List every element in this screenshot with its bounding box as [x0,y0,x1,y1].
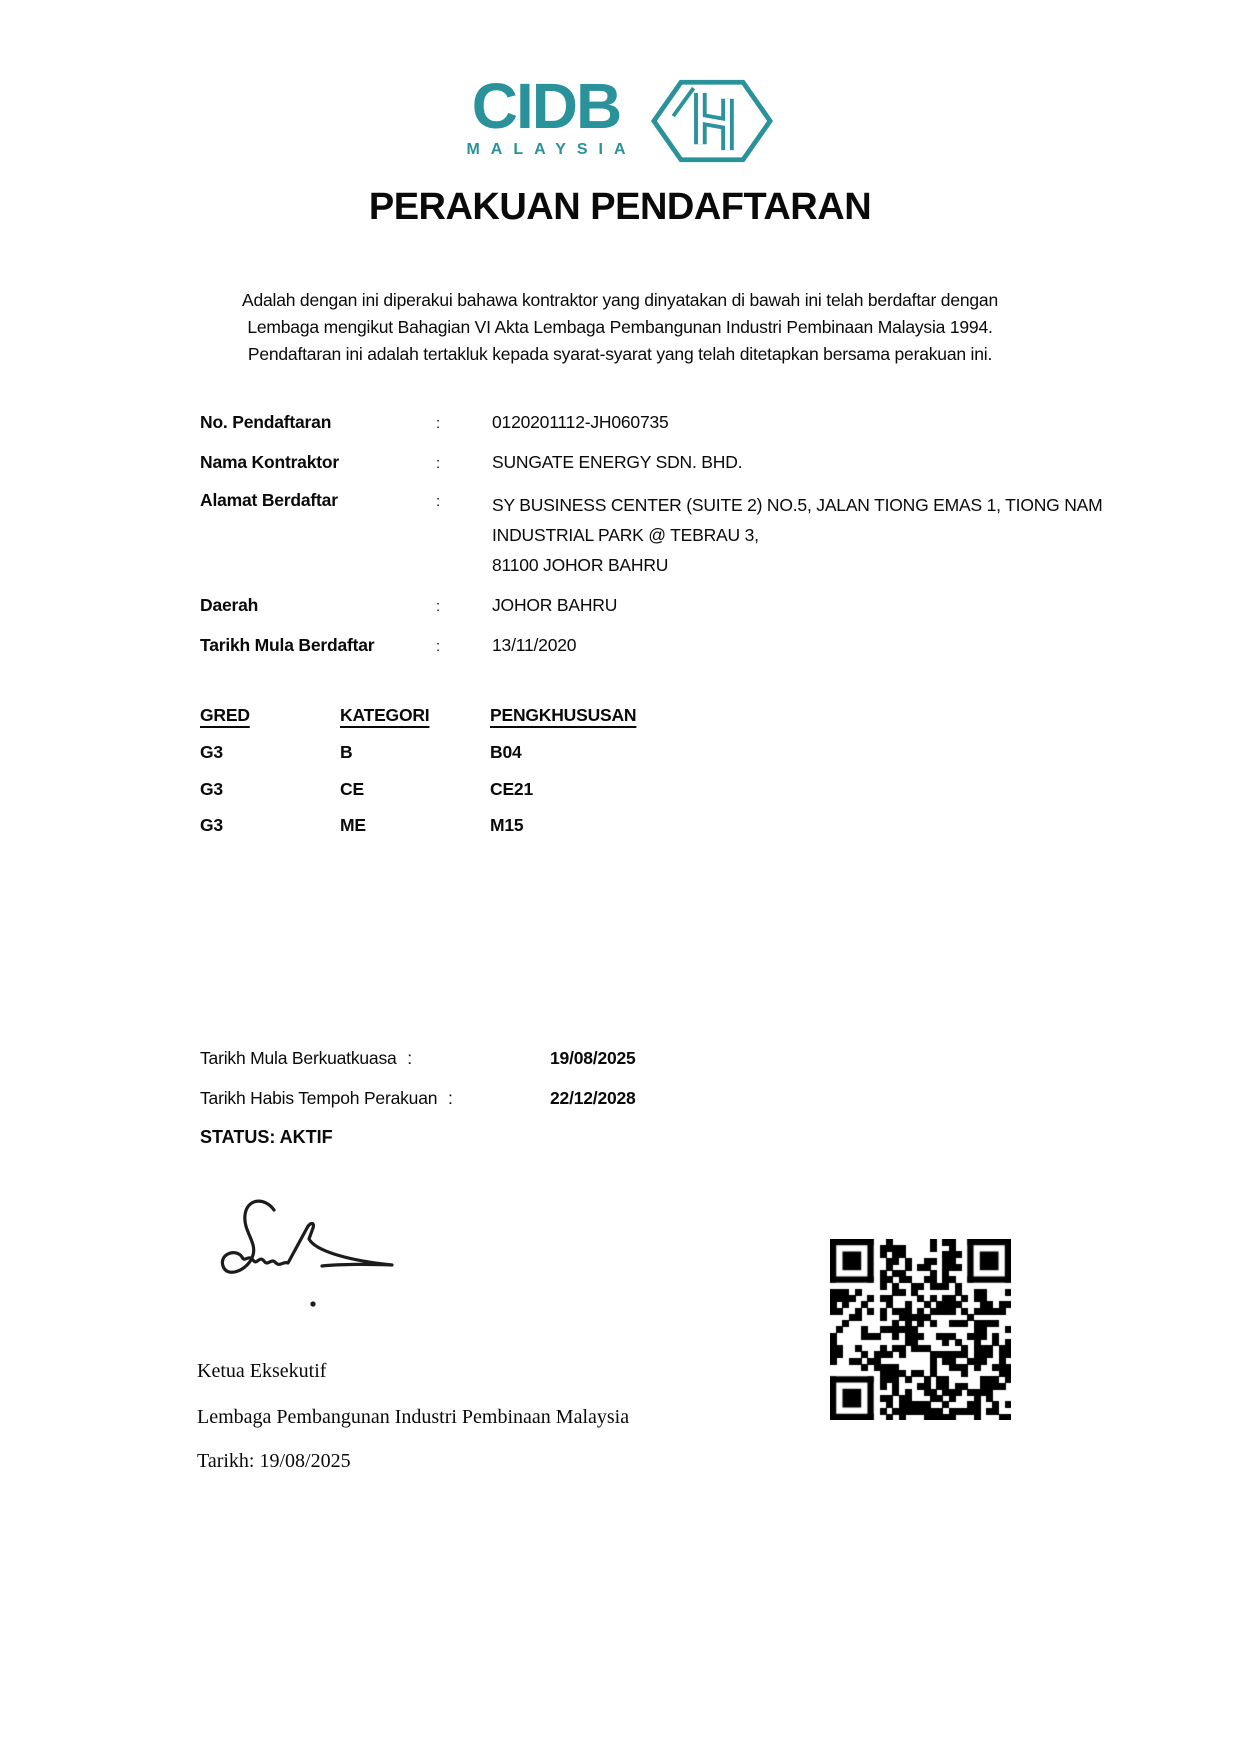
colon-separator: : [436,598,440,615]
detail-label: Nama Kontraktor [200,452,339,472]
column-header-kategori: KATEGORI [340,705,430,725]
signatory-organization: Lembaga Pembangunan Industri Pembinaan Malaysia [197,1406,630,1428]
address-line: INDUSTRIAL PARK @ TEBRAU 3, [492,525,759,545]
cidb-logo [0,70,1240,166]
colon-separator: : [436,455,440,472]
contractor-name-value: SUNGATE ENERGY SDN. BHD. [492,452,743,472]
gred-cell: G3 [200,742,223,762]
cidb-hexagon-h-logo-icon [650,76,774,166]
colon-separator: : [436,493,440,510]
colon-separator: : [436,415,440,432]
cidb-wordmark-malaysia: MALAYSIA [466,140,637,158]
registered-address-value [492,490,1200,580]
column-header-gred: GRED [200,705,250,725]
cidb-wordmark: CIDB [471,70,621,142]
colon-separator: : [436,638,440,655]
handwritten-signature-icon [212,1194,404,1317]
district-value: JOHOR BAHRU [492,595,618,615]
effective-date-value: 19/08/2025 [550,1048,636,1068]
signing-date: Tarikh: 19/08/2025 [197,1450,351,1472]
kategori-cell: ME [340,815,366,835]
colon-separator: : [447,1088,453,1108]
gred-cell: G3 [200,815,223,835]
colon-separator: : [407,1048,412,1068]
column-header-pengkhususan: PENGKHUSUSAN [490,705,637,725]
qr-code [830,1239,1011,1420]
registration-start-date-value: 13/11/2020 [492,635,577,655]
detail-row-contractor-name [200,452,1200,473]
kategori-cell: CE [340,779,364,799]
grades-table-header [200,705,1100,726]
intro-line: Pendaftaran ini adalah tertakluk kepada syarat-syarat yang telah ditetapkan bersama perakuan ini. [247,344,993,364]
status-badge: STATUS: AKTIF [200,1127,333,1147]
pengkhususan-cell: M15 [490,815,524,835]
page-title: PERAKUAN PENDAFTARAN [368,186,872,228]
address-line: 81100 JOHOR BAHRU [492,555,669,575]
kategori-cell: B [340,742,353,762]
address-line: SY BUSINESS CENTER (SUITE 2) NO.5, JALAN TIONG EMAS 1, TIONG NAM [492,495,1103,515]
pengkhususan-cell: B04 [490,742,522,762]
grades-table-row [200,779,1100,800]
intro-line: Adalah dengan ini diperakui bahawa kontraktor yang dinyatakan di bawah ini telah berdaftar dengan [241,290,998,310]
detail-label: Alamat Berdaftar [200,490,338,510]
detail-label: No. Pendaftaran [200,412,332,432]
detail-label: Daerah [200,595,259,615]
intro-paragraph [0,287,1240,368]
detail-row-registration-no [200,412,1200,433]
pengkhususan-cell: CE21 [490,779,533,799]
detail-row-registered-address [200,490,1200,580]
detail-row-district [200,595,1200,616]
detail-label: Tarikh Mula Berdaftar [200,635,375,655]
expiry-date-value: 22/12/2028 [550,1088,636,1108]
gred-cell: G3 [200,779,223,799]
effective-date-label: Tarikh Mula Berkuatkuasa [200,1048,397,1068]
detail-row-registration-start-date [200,635,1200,656]
signatory-role: Ketua Eksekutif [197,1360,327,1382]
expiry-date-row [200,1088,900,1109]
intro-line: Lembaga mengikut Bahagian VI Akta Lembaga Pembangunan Industri Pembinaan Malaysia 1994. [247,317,993,337]
expiry-date-label: Tarikh Habis Tempoh Perakuan [200,1088,438,1108]
effective-date-row [200,1048,900,1069]
grades-table-row [200,815,1100,836]
grades-table-row [200,742,1100,763]
registration-number-value: 0120201112-JH060735 [492,412,669,432]
